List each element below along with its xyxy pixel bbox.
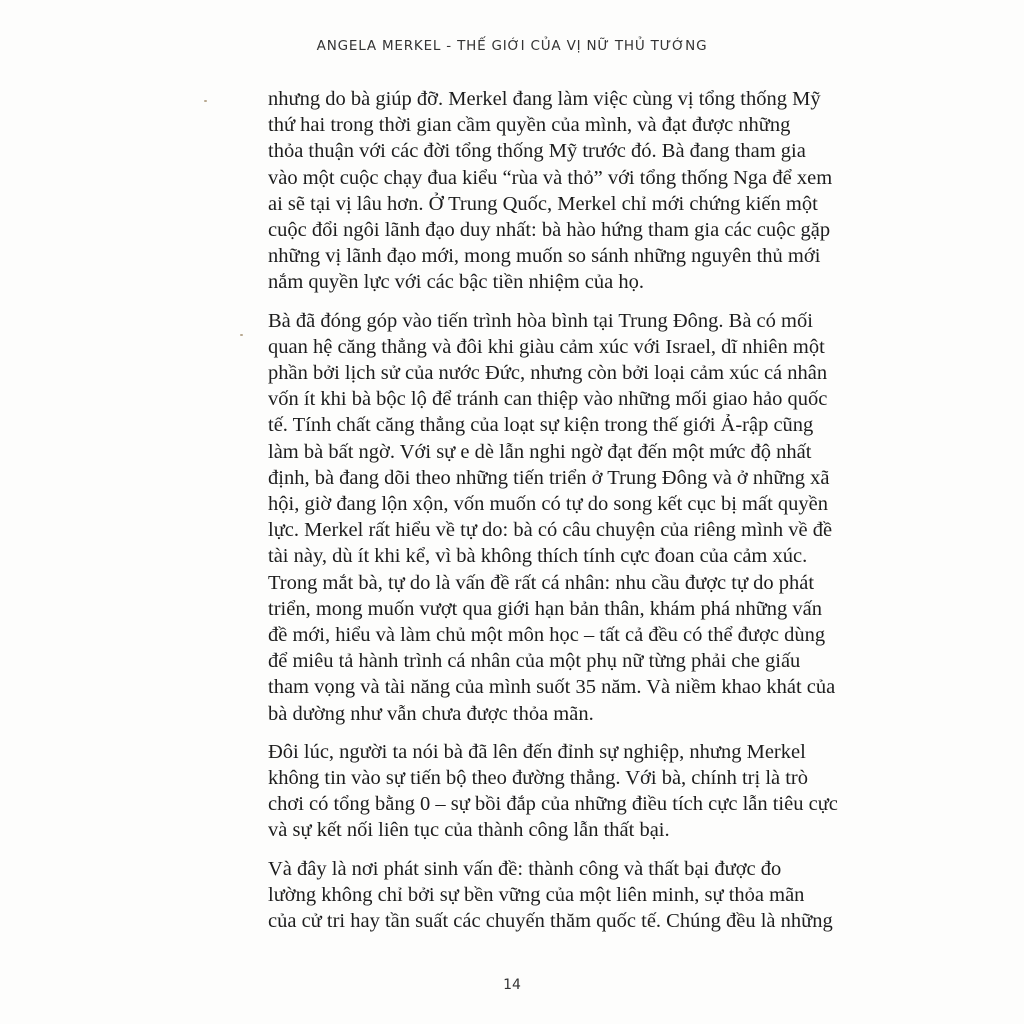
text-line: để miêu tả hành trình cá nhân của một phụ nữ từng phải che giấu	[268, 650, 801, 673]
text-line: hội, giờ đang lộn xộn, vốn muốn có tự do song kết cục bị mất quyền	[268, 493, 829, 516]
text-line: vào một cuộc chạy đua kiểu “rùa và thỏ” với tổng thống Nga để xem	[268, 166, 833, 189]
text-line: tham vọng và tài năng của mình suốt 35 năm. Và niềm khao khát của	[268, 676, 836, 699]
text-line: và sự kết nối liên tục của thành công lẫn thất bại.	[268, 819, 670, 842]
text-line: Và đây là nơi phát sinh vấn đề: thành công và thất bại được đo	[268, 857, 782, 880]
text-line: thỏa thuận với các đời tổng thống Mỹ trước đó. Bà đang tham gia	[268, 140, 806, 163]
body-text	[268, 86, 838, 946]
text-line: phần bởi lịch sử của nước Đức, nhưng còn bởi loại cảm xúc cá nhân	[268, 362, 828, 385]
text-line: chơi có tổng bằng 0 – sự bồi đắp của những điều tích cực lẫn tiêu cực	[268, 793, 838, 816]
text-line: lường không chỉ bởi sự bền vững của một liên minh, sự thỏa mãn	[268, 883, 805, 906]
text-line: cuộc đổi ngôi lãnh đạo duy nhất: bà hào hứng tham gia các cuộc gặp	[268, 219, 831, 242]
text-line: ai sẽ tại vị lâu hơn. Ở Trung Quốc, Merkel chỉ mới chứng kiến một	[268, 192, 818, 215]
text-line: vốn ít khi bà bộc lộ để tránh can thiệp vào những mối giao hảo quốc	[268, 388, 828, 411]
text-line: Đôi lúc, người ta nói bà đã lên đến đỉnh sự nghiệp, nhưng Merkel	[268, 740, 806, 763]
text-line: tài này, dù ít khi kể, vì bà không thích tính cực đoan của cảm xúc.	[268, 545, 808, 568]
text-line: Bà đã đóng góp vào tiến trình hòa bình tại Trung Đông. Bà có mối	[268, 309, 813, 332]
page-number: 14	[503, 977, 521, 993]
text-line: của cử tri hay tần suất các chuyến thăm quốc tế. Chúng đều là những	[268, 910, 833, 933]
running-header: ANGELA MERKEL - THẾ GIỚI CỦA VỊ NỮ THỦ TƯỚNG	[316, 38, 708, 54]
text-line: bà dường như vẫn chưa được thỏa mãn.	[268, 702, 594, 725]
text-line: triển, mong muốn vượt qua giới hạn bản thân, khám phá những vấn	[268, 597, 823, 620]
paragraph	[268, 308, 836, 727]
text-line: Trong mắt bà, tự do là vấn đề rất cá nhân: nhu cầu được tự do phát	[268, 571, 815, 594]
text-line: tế. Tính chất căng thẳng của loạt sự kiện trong thế giới Ả-rập cũng	[268, 414, 814, 437]
paper-speck	[204, 100, 207, 102]
text-line: những vị lãnh đạo mới, mong muốn so sánh những nguyên thủ mới	[268, 245, 821, 268]
text-line: nắm quyền lực với các bậc tiền nhiệm của họ.	[268, 271, 645, 294]
text-line: làm bà bất ngờ. Với sự e dè lẫn nghi ngờ đạt đến một mức độ nhất	[268, 440, 812, 463]
text-line: nhưng do bà giúp đỡ. Merkel đang làm việc cùng vị tổng thống Mỹ	[268, 88, 821, 110]
paper-speck	[240, 334, 243, 336]
text-line: định, bà đang dõi theo những tiến triển ở Trung Đông và ở những xã	[268, 466, 830, 489]
text-line: không tin vào sự tiến bộ theo đường thẳng. Với bà, chính trị là trò	[268, 767, 809, 790]
paragraph	[268, 856, 833, 935]
text-line: lực. Merkel rất hiểu về tự do: bà có câu chuyện của riêng mình về đề	[268, 519, 833, 542]
paragraph	[268, 86, 833, 296]
text-line: thứ hai trong thời gian cầm quyền của mình, và đạt được những	[268, 114, 791, 137]
paragraph	[268, 739, 838, 844]
text-line: đề mới, hiểu và làm chủ một môn học – tất cả đều có thể được dùng	[268, 624, 826, 647]
text-line: quan hệ căng thẳng và đôi khi giàu cảm xúc với Israel, dĩ nhiên một	[268, 335, 825, 358]
